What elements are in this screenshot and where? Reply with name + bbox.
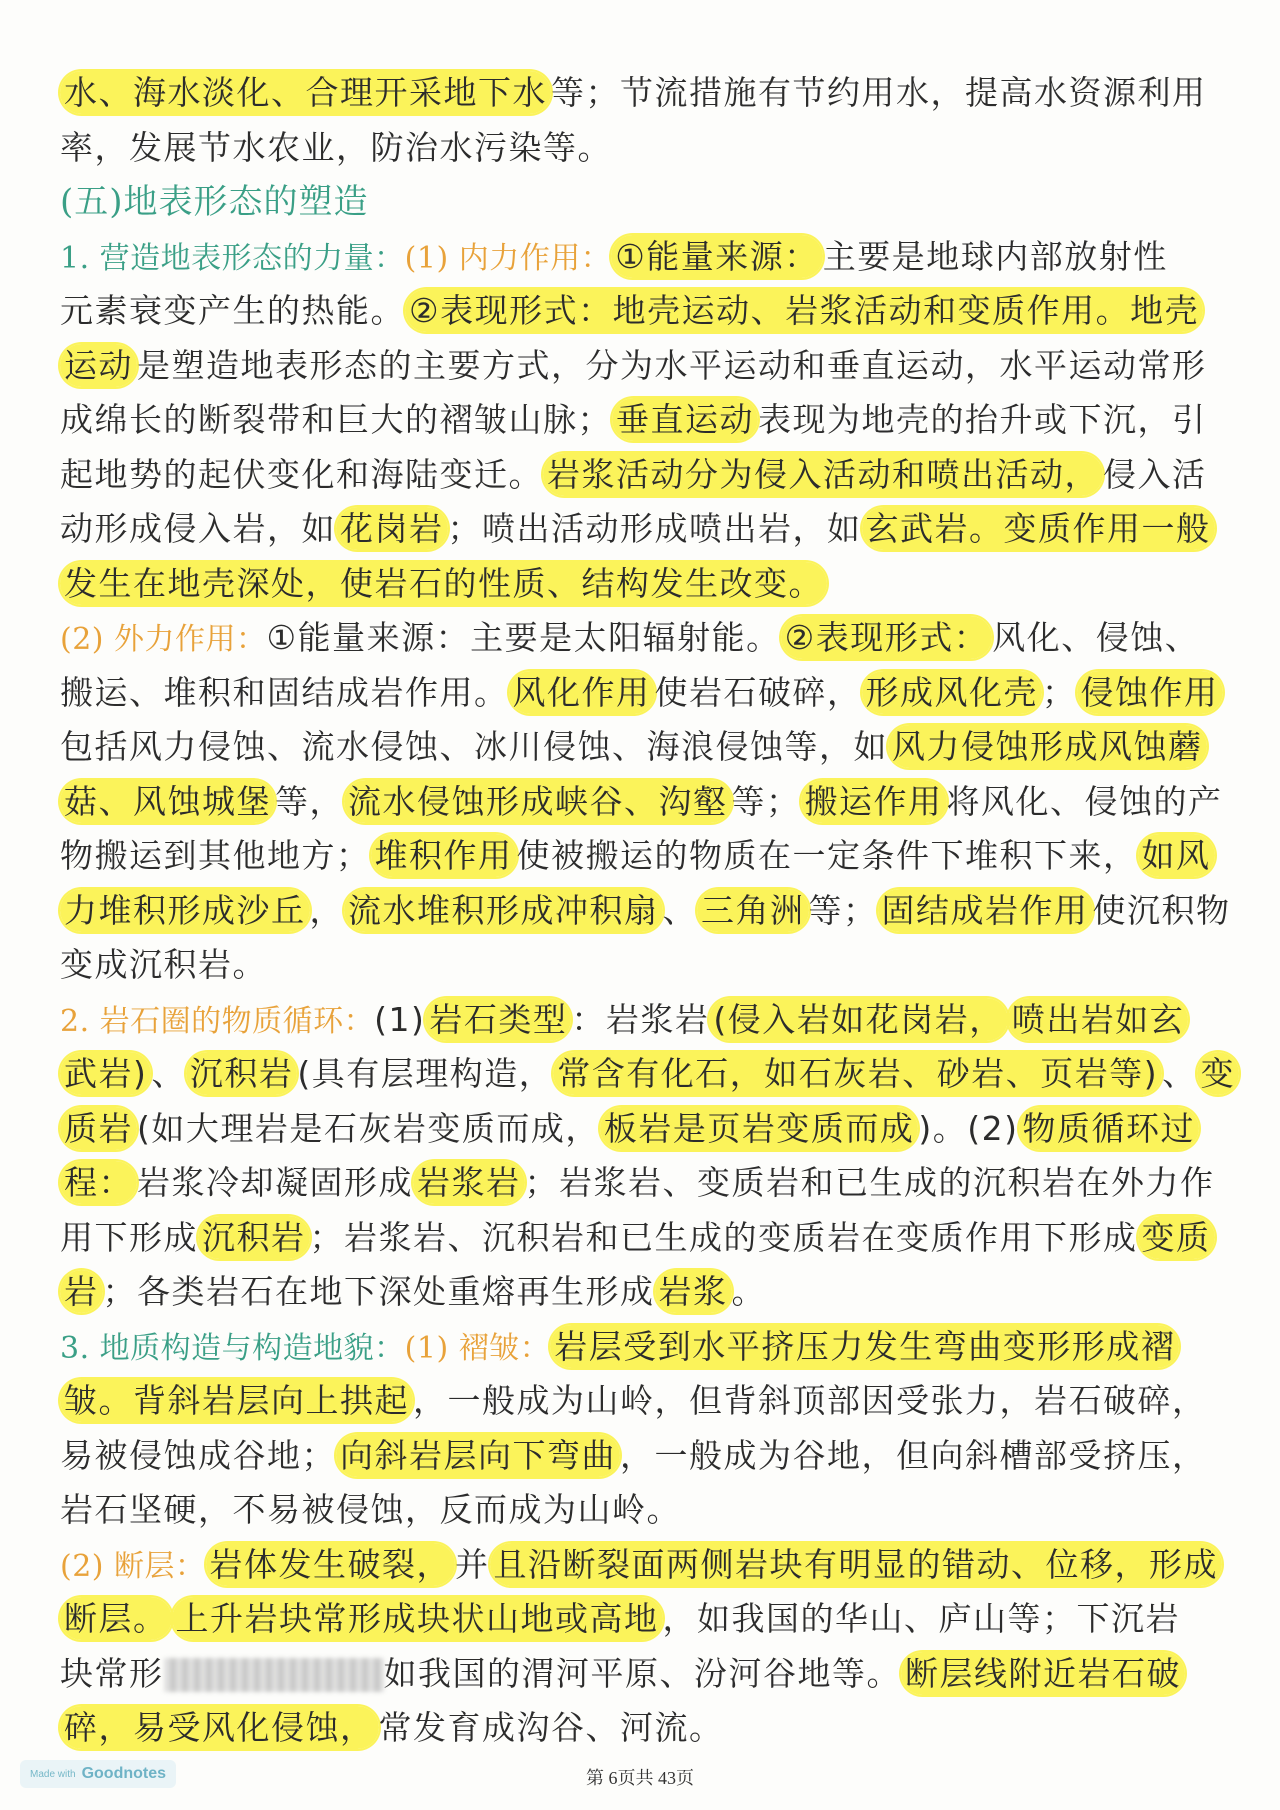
badge-brand: Goodnotes [81,1765,167,1782]
highlighted-text: 如风 [1138,834,1215,877]
text-segment: 使岩石破碎， [654,672,862,712]
text-segment: ；喷出活动形成喷出岩，如 [447,509,862,548]
text-segment: 岩石坚硬，不易被侵蚀，反而成为山岭。 [60,1490,681,1529]
highlighted-text: 玄武岩。变质作用一般 [862,507,1215,550]
text-segment: ，如我国的华山、庐山等；下沉岩 [662,1599,1180,1638]
highlighted-text: 垂直运动 [612,398,758,441]
section-label: (2) 断层： [60,1548,206,1584]
highlighted-text: 常含有化石，如石灰岩、砂岩、页岩等) [553,1052,1162,1095]
text-line [60,1320,1230,1375]
text-line [60,284,1230,339]
text-line [60,393,1230,448]
text-segment: 是塑造地表形态的主要方式，分为水平运动和垂直运动，水平运动常形 [137,345,1207,385]
page-footer [0,1764,1280,1790]
goodnotes-badge [20,1760,176,1788]
text-segment: 侵入活 [1103,454,1207,494]
text-line [60,1047,1236,1102]
text-segment: 率，发展节水农业，防治水污染等。 [60,127,612,167]
highlighted-text: 岩石类型 [425,998,571,1041]
text-segment: 用下形成 [60,1217,198,1257]
text-segment: 使被搬运的物质在一定条件下堆积下来， [516,836,1138,875]
text-line [60,884,1230,939]
section-heading [60,175,1230,230]
text-line [60,1538,1230,1593]
text-segment: 变成沉积岩。 [60,945,267,984]
highlighted-text: 流水堆积形成冲积扇 [344,889,663,932]
highlighted-text: (侵入岩如花岗岩， [709,998,1007,1041]
section-label: (1) 褶皱： [404,1330,551,1366]
highlighted-text: 固结成岩作用 [878,889,1093,932]
highlighted-text: 岩浆 [655,1270,732,1313]
highlighted-text: ①能量来源： [611,235,823,278]
highlighted-text: 板岩是页岩变质而成 [600,1107,919,1150]
text-segment: ，一般成为山岭，但背斜顶部因受张力，岩石破碎， [413,1381,1207,1420]
text-segment: 。 [731,1272,766,1311]
section-label: 3. 地质构造与构造地貌： [60,1330,405,1366]
highlighted-text: ②表现形式：地壳运动、岩浆活动和变质作用。地壳 [405,289,1203,332]
highlighted-text: 花岗岩 [336,507,448,550]
highlighted-text: 风化作用 [509,671,655,714]
text-segment: 等； [808,890,878,930]
highlighted-text: 变 [1197,1052,1240,1095]
text-line [60,938,1230,993]
text-line [60,448,1230,503]
text-line [60,611,1230,666]
text-segment: 物搬运到其他地方； [60,836,371,875]
highlighted-text: 发生在地壳深处，使岩石的性质、结构发生改变。 [60,562,827,605]
text-line [60,1102,1230,1157]
highlighted-text: ②表现形式： [781,616,993,659]
text-segment: 包括风力侵蚀、流水侵蚀、冰川侵蚀、海浪侵蚀等，如 [60,727,888,766]
highlighted-text: 岩体发生破裂， [206,1543,456,1586]
text-segment: 表现为地壳的抬升或下沉，引 [758,400,1207,439]
text-line [60,557,1230,612]
text-segment: 动形成侵入岩，如 [60,509,336,548]
text-segment: 块常形 [60,1653,164,1693]
text-line [60,121,1230,176]
text-segment: 易被侵蚀成谷地； [60,1435,336,1475]
highlighted-text: 变质 [1138,1216,1215,1259]
highlighted-text: 断层线附近岩石破 [901,1652,1185,1695]
text-segment: ， [309,890,344,930]
text-line [60,1211,1230,1266]
text-segment: (具有层理构造， [297,1054,554,1093]
text-line [60,1265,1230,1320]
section-label: 1. 营造地表形态的力量： [60,240,405,276]
text-line [60,1701,1230,1756]
text-segment: ：岩浆岩 [571,999,710,1039]
text-line [60,720,1230,775]
highlighted-text: 程： [60,1161,137,1204]
text-line [60,339,1230,394]
highlighted-text: 菇、风蚀城堡 [60,780,275,823]
text-segment: )。(2) [918,1108,1019,1148]
highlighted-text: 岩 [60,1270,103,1313]
highlighted-text: 断层。 [60,1597,172,1640]
text-segment: 元素衰变产生的热能。 [60,291,405,330]
page-number-label: 第 6页共 43页 [586,1768,694,1788]
text-segment: ；岩浆岩、变质岩和已生成的沉积岩在外力作 [524,1163,1215,1202]
text-line [60,829,1230,884]
text-segment: 等， [275,781,344,821]
text-line [60,775,1230,830]
text-segment: 、 [1162,1054,1197,1093]
highlighted-text: 运动 [60,344,137,387]
section-label: (1) 内力作用： [404,240,612,276]
highlighted-text: 岩浆活动分为侵入活动和喷出活动， [543,453,1103,496]
highlighted-text: 形成风化壳 [862,671,1043,714]
highlighted-text: 向斜岩层向下弯曲 [336,1434,620,1477]
text-segment: ；各类岩石在地下深处重熔再生形成 [102,1272,655,1311]
text-segment: 常发育成沟谷、河流。 [378,1708,724,1747]
section-label: (2) 外力作用： [60,622,267,657]
highlighted-text: 且沿断裂面两侧岩块有明显的错动、位移，形成 [490,1543,1223,1586]
notes-content [60,66,1236,1756]
badge-prefix: Made with [30,1768,76,1780]
section-label: 2. 岩石圈的物质循环： [60,1003,375,1039]
text-segment: 、 [151,1054,186,1093]
text-line [60,230,1230,285]
highlighted-text: 武岩) [60,1052,151,1095]
text-segment: (1) [374,999,426,1039]
text-segment: ①能量来源：主要是太阳辐射能。 [266,618,781,657]
text-line [60,502,1230,557]
highlighted-text: 质岩 [60,1107,137,1150]
text-segment: ；岩浆岩、沉积岩和已生成的变质岩在变质作用下形成 [309,1217,1138,1257]
highlighted-text: 力堆积形成沙丘 [60,889,310,932]
highlighted-text: 风力侵蚀形成风蚀蘑 [888,725,1207,768]
highlighted-text: 沉积岩 [198,1216,310,1259]
highlighted-text: 皱。背斜岩层向上拱起 [60,1379,413,1422]
text-segment: 岩浆冷却凝固形成 [137,1163,413,1202]
text-segment: 主要是地球内部放射性 [822,236,1168,276]
highlighted-text: 侵蚀作用 [1077,671,1223,714]
text-line [60,66,1230,121]
highlighted-text: 三角洲 [697,889,809,932]
highlighted-text: 流水侵蚀形成峡谷、沟壑 [344,780,732,823]
text-segment: (五)地表形态的塑造 [60,182,369,222]
highlighted-text: 碎，易受风化侵蚀， [60,1706,379,1749]
highlighted-text: 上升岩块常形成块状山地或高地 [172,1597,663,1640]
text-segment: (如大理岩是石灰岩变质而成， [137,1108,600,1148]
text-segment: 将风化、侵蚀的产 [946,781,1223,821]
text-segment: 起地势的起伏变化和海陆变迁。 [60,454,543,494]
text-segment: 风化、侵蚀、 [992,618,1200,657]
text-line [60,1592,1230,1647]
text-line [60,993,1230,1048]
text-segment: 如我国的渭河平原、汾河谷地等。 [383,1653,901,1693]
text-segment: 等； [731,781,801,821]
highlighted-text: 岩层受到水平挤压力发生弯曲变形形成褶 [550,1325,1179,1368]
highlighted-text: 喷出岩如玄 [1008,998,1189,1041]
text-segment: ，一般成为谷地，但向斜槽部受挤压， [620,1435,1207,1475]
text-line [60,1647,1230,1702]
highlighted-text: 沉积岩 [186,1052,298,1095]
text-line [60,1429,1230,1484]
text-segment: 、 [662,890,697,930]
text-segment: 等；节流措施有节约用水，提高水资源利用 [551,73,1207,112]
highlighted-text: 搬运作用 [801,780,947,823]
text-segment: 并 [455,1544,490,1584]
text-line [60,1374,1230,1429]
highlighted-text: 物质循环过 [1019,1107,1200,1150]
highlighted-text: 水、海水淡化、合理开采地下水 [60,71,551,114]
text-line [60,666,1230,721]
text-line [60,1483,1230,1538]
redacted-area [164,1658,384,1692]
text-segment: 成绵长的断裂带和巨大的褶皱山脉； [60,400,612,439]
highlighted-text: 堆积作用 [371,834,517,877]
text-segment: ； [1042,672,1077,712]
text-segment: 搬运、堆积和固结成岩作用。 [60,672,509,712]
highlighted-text: 岩浆岩 [413,1161,525,1204]
text-line [60,1156,1230,1211]
text-segment: 使沉积物 [1092,890,1231,930]
